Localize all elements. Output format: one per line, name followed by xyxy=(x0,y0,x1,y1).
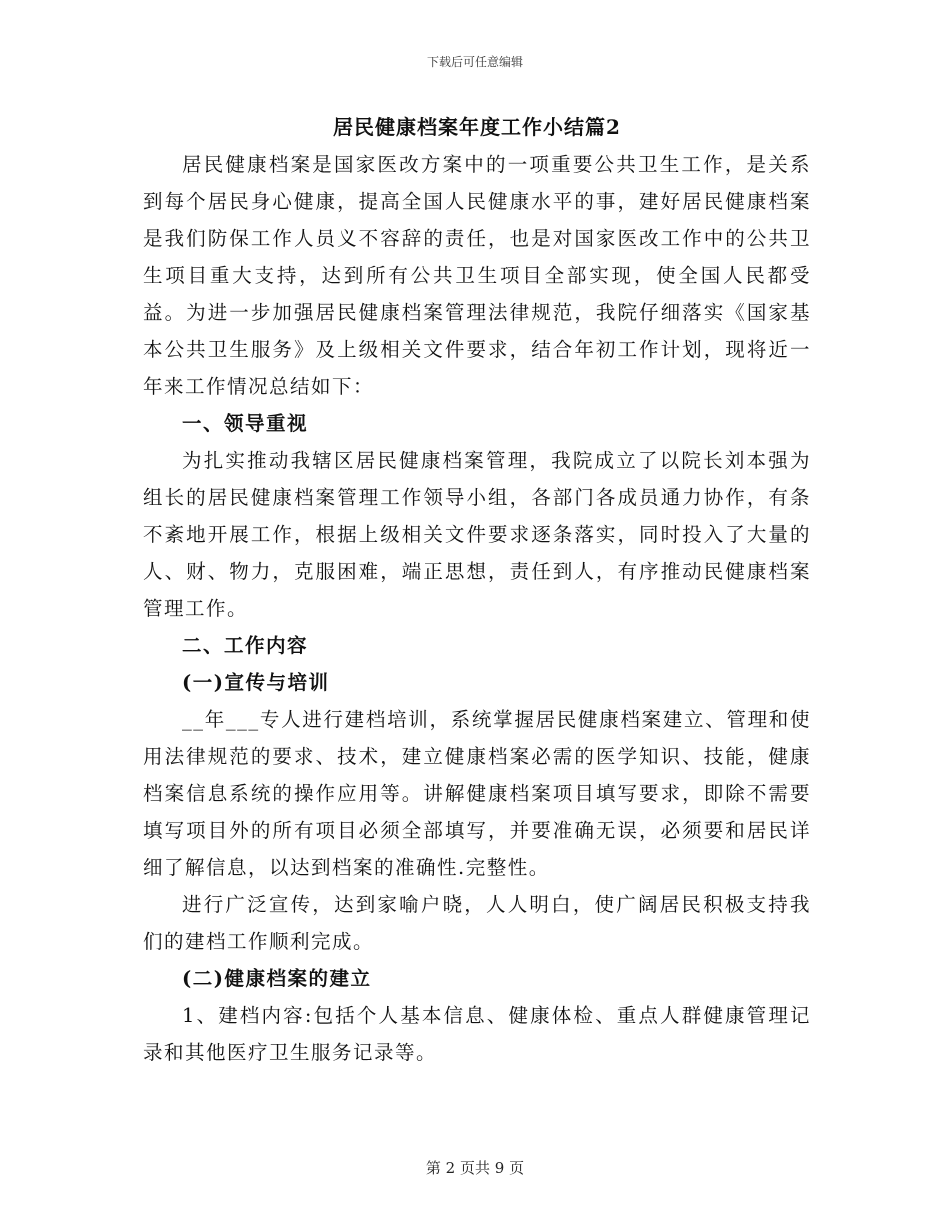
publicity-paragraph: 进行广泛宣传，达到家喻户晓，人人明白，使广阔居民积极支持我们的建档工作顺利完成。 xyxy=(143,893,811,953)
leadership-paragraph: 为扎实推动我辖区居民健康档案管理，我院成立了以院长刘本强为组长的居民健康档案管理工作领导小组，各部门各成员通力协作，有条不紊地开展工作，根据上级相关文件要求逐条落实，同时投入了大量的人、财、物力，克服困难，端正思想，责任到人，有序推动民健康档案管理工作。 xyxy=(143,449,811,620)
section-heading-leadership: 一、领导重视 xyxy=(182,412,309,435)
document-body xyxy=(143,108,811,1071)
subsection-heading-archive-establishment: (二)健康档案的建立 xyxy=(182,967,372,990)
section-heading-work-content: 二、工作内容 xyxy=(182,634,309,657)
subsection-heading-publicity-training: (一)宣传与培训 xyxy=(182,671,330,694)
header-note: 下载后可任意编辑 xyxy=(426,55,523,69)
training-paragraph: __年___专人进行建档培训，系统掌握居民健康档案建立、管理和使用法律规范的要求、技术，建立健康档案必需的医学知识、技能，健康档案信息系统的操作应用等。讲解健康档案项目填写要求，即除不需要填写项目外的所有项目必须全部填写，并要准确无误，必须要和居民详细了解信息，以达到档案的准确性.完整性。 xyxy=(143,708,811,879)
archive-content-paragraph: 1、建档内容:包括个人基本信息、健康体检、重点人群健康管理记录和其他医疗卫生服务记录等。 xyxy=(143,1004,811,1064)
page-number-footer: 第 2 页共 9 页 xyxy=(425,1159,525,1177)
intro-paragraph: 居民健康档案是国家医改方案中的一项重要公共卫生工作，是关系到每个居民身心健康，提高全国人民健康水平的事，建好居民健康档案是我们防保工作人员义不容辞的责任，也是对国家医改工作中的公共卫生项目重大支持，达到所有公共卫生项目全部实现，使全国人民都受益。为进一步加强居民健康档案管理法律规范，我院仔细落实《国家基本公共卫生服务》及上级相关文件要求，结合年初工作计划，现将近一年来工作情况总结如下： xyxy=(143,153,811,398)
document-title: 居民健康档案年度工作小结篇2 xyxy=(333,115,621,139)
